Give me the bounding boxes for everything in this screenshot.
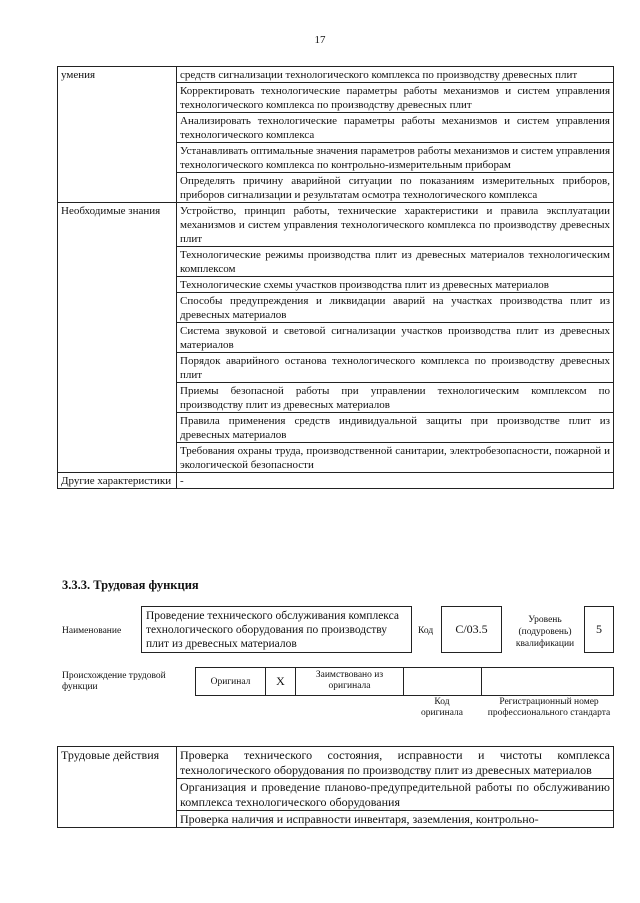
requirement-item: Анализировать технологические параметры работы механизмов и систем управления технологического комплекса (177, 113, 614, 143)
labor-actions-table (57, 746, 614, 828)
row-group-label: умения (58, 67, 177, 203)
requirement-item: средств сигнализации технологического комплекса по производству древесных плит (177, 67, 614, 83)
requirement-item: - (177, 473, 614, 489)
table-row (58, 203, 614, 247)
requirement-item: Система звуковой и световой сигнализации участков производства плит из древесных материалов (177, 323, 614, 353)
borrowed-cell: Заимствовано из оригинала (295, 667, 404, 696)
requirement-item: Технологические режимы производства плит из древесных материалов технологическим комплексом (177, 247, 614, 277)
requirement-item: Правила применения средств индивидуальной защиты при производстве плит из древесных материалов (177, 413, 614, 443)
qualification-level-box: 5 (584, 606, 614, 653)
function-name-box: Проведение технического обслуживания комплекса технологического оборудования по производству плит из древесных материалов (141, 606, 412, 653)
requirement-item: Порядок аварийного останова технологического комплекса по производству древесных плит (177, 353, 614, 383)
table-row (58, 67, 614, 83)
requirement-item: Устройство, принцип работы, технические характеристики и правила эксплуатации механизмов и систем управления технологического комплекса по производству древесных плит (177, 203, 614, 247)
skills-knowledge-table (57, 66, 614, 489)
requirement-item: Организация и проведение планово-предупредительной работы по обслуживанию комплекса технологического оборудования (177, 779, 614, 811)
row-group-label: Необходимые знания (58, 203, 177, 473)
reg-number-cell (481, 667, 614, 696)
requirement-item: Корректировать технологические параметры работы механизмов и систем управления технологического комплекса по производству древесных плит (177, 83, 614, 113)
table-row (58, 473, 614, 489)
requirement-item: Проверка технического состояния, исправности и чистоты комплекса технологического оборудования по производству плит из древесных материалов (177, 747, 614, 779)
name-label: Наименование (62, 626, 122, 636)
table-row (58, 747, 614, 779)
requirement-item: Проверка наличия и исправности инвентаря, заземления, контрольно- (177, 811, 614, 828)
requirement-item: Технологические схемы участков производства плит из древесных материалов (177, 277, 614, 293)
requirement-item: Приемы безопасной работы при управлении технологическим комплексом по производству плит из древесных материалов (177, 383, 614, 413)
requirement-item: Способы предупреждения и ликвидации аварий на участках производства плит из древесных материалов (177, 293, 614, 323)
code-label: Код (418, 626, 434, 636)
section-heading: 3.3.3. Трудовая функция (62, 578, 199, 592)
requirement-item: Определять причину аварийной ситуации по показаниям измерительных приборов, приборов сигнализации и результатам осмотра технологического комплекса (177, 173, 614, 203)
reg-number-label: Регистрационный номер профессионального стандарта (487, 697, 611, 718)
function-code-box: С/03.5 (441, 606, 502, 653)
requirement-item: Устанавливать оптимальные значения параметров работы механизмов и систем управления технологического комплекса по контрольно-измерительным приборам (177, 143, 614, 173)
page-number: 17 (314, 34, 326, 46)
row-group-label: Трудовые действия (58, 747, 177, 828)
code-original-cell (403, 667, 482, 696)
row-group-label: Другие характеристики (58, 473, 177, 489)
code-original-label: Код оригинала (421, 697, 463, 718)
qualification-level-label: Уровень (подуровень) квалификации (515, 615, 575, 649)
origin-label: Происхождение трудовой функции (62, 671, 166, 692)
original-cell: Оригинал (195, 667, 266, 696)
original-mark-cell: X (265, 667, 296, 696)
requirement-item: Требования охраны труда, производственной санитарии, электробезопасности, пожарной и экологической безопасности (177, 443, 614, 473)
